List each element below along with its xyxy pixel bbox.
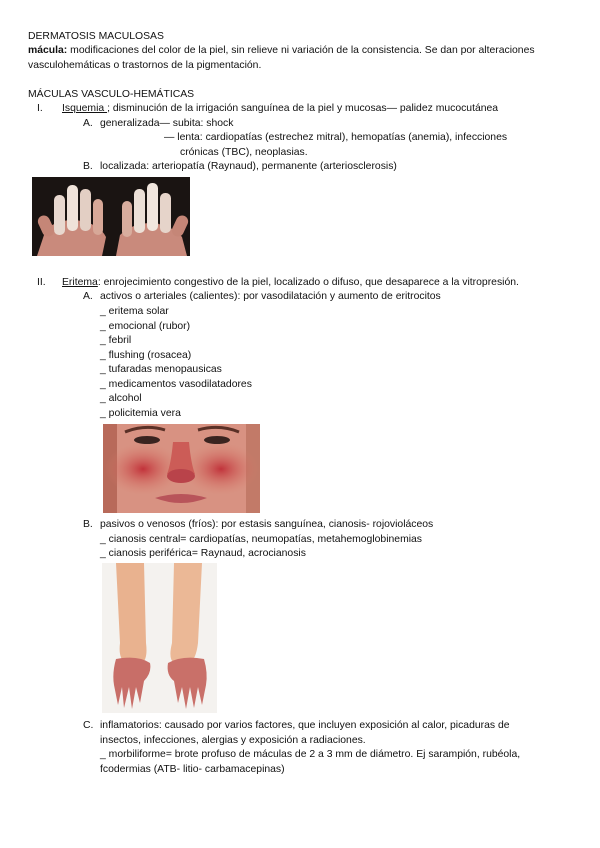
section-i-a-letter: A. (83, 118, 93, 129)
list-item: _ policitemia vera (100, 408, 181, 419)
section-ii-c-line-2: insectos, infecciones, alergias y exposición a radiaciones. (100, 735, 366, 746)
list-item: _ tufaradas menopausicas (100, 364, 222, 375)
facial-erythema-photo (103, 424, 260, 513)
isquemia-text: ; disminución de la irrigación sanguínea de la piel y mucosas— palidez mucocutánea (107, 103, 499, 114)
section-ii-a-letter: A. (83, 291, 93, 302)
section-i-numeral: I. (37, 103, 43, 114)
section-ii-a-text: activos o arteriales (calientes): por vasodilatación y aumento de eritrocitos (100, 291, 441, 302)
section-ii-b-text: pasivos o venosos (fríos): por estasis sanguínea, cianosis- rojovioláceos (100, 519, 434, 530)
list-item: _ cianosis periférica= Raynaud, acrocianosis (100, 548, 306, 559)
section-ii-c-line-4: fcodermias (ATB- litio- carbamacepinas) (100, 764, 285, 775)
section-ii-numeral: II. (37, 277, 46, 288)
list-item: _ cianosis central= cardiopatías, neumopatías, metahemoglobinemias (100, 534, 423, 545)
section-i-a-cont-2: crónicas (TBC), neoplasias. (180, 147, 308, 158)
list-item: _ emocional (rubor) (100, 321, 191, 332)
definition-line-1 (28, 44, 535, 59)
definition-text-1: modificaciones del color de la piel, sin relieve ni variación de la consistencia. Se dan por alteraciones (67, 45, 535, 56)
definition-line-2: vasculohemáticas o trastornos de la pigmentación. (28, 60, 262, 71)
raynaud-hands-photo (32, 177, 190, 256)
facial-erythema-image (103, 424, 260, 513)
cyanotic-hands-photo (102, 563, 217, 713)
page-title: DERMATOSIS MACULOSAS (28, 31, 164, 42)
section-i-a-text: generalizada— subita: shock (100, 118, 234, 129)
section-i-a-cont-1: — lenta: cardiopatías (estrechez mitral), hemopatías (anemia), infecciones (164, 132, 508, 143)
list-item: _ flushing (rosacea) (100, 350, 192, 361)
list-item: _ febril (100, 335, 132, 346)
eritema-text: : enrojecimiento congestivo de la piel, localizado o difuso, que desaparece a la vitropresión. (97, 277, 519, 288)
section-i-b-text: localizada: arteriopatía (Raynaud), permanente (arteriosclerosis) (100, 161, 397, 172)
section-ii-b-letter: B. (83, 519, 93, 530)
section-ii-line (62, 276, 519, 291)
definition-term: mácula: (28, 45, 68, 56)
cyanotic-hands-image (102, 563, 217, 713)
section-ii-c-line-3: _ morbiliforme= brote profuso de máculas de 2 a 3 mm de diámetro. Ej sarampión, rubéola, (100, 749, 521, 760)
section-ii-c-letter: C. (83, 720, 94, 731)
list-item: _ medicamentos vasodilatadores (100, 379, 252, 390)
list-item: _ eritema solar (100, 306, 169, 317)
raynaud-hands-image (32, 177, 190, 256)
eritema-term: Eritema (62, 277, 98, 288)
section-ii-c-line-1: inflamatorios: causado por varios factores, que incluyen exposición al calor, picaduras de (100, 720, 510, 731)
isquemia-term: Isquemia (62, 103, 108, 114)
section-title: MÁCULAS VASCULO-HEMÁTICAS (28, 89, 195, 100)
section-i-line (62, 102, 498, 117)
list-item: _ alcohol (100, 393, 142, 404)
section-i-b-letter: B. (83, 161, 93, 172)
